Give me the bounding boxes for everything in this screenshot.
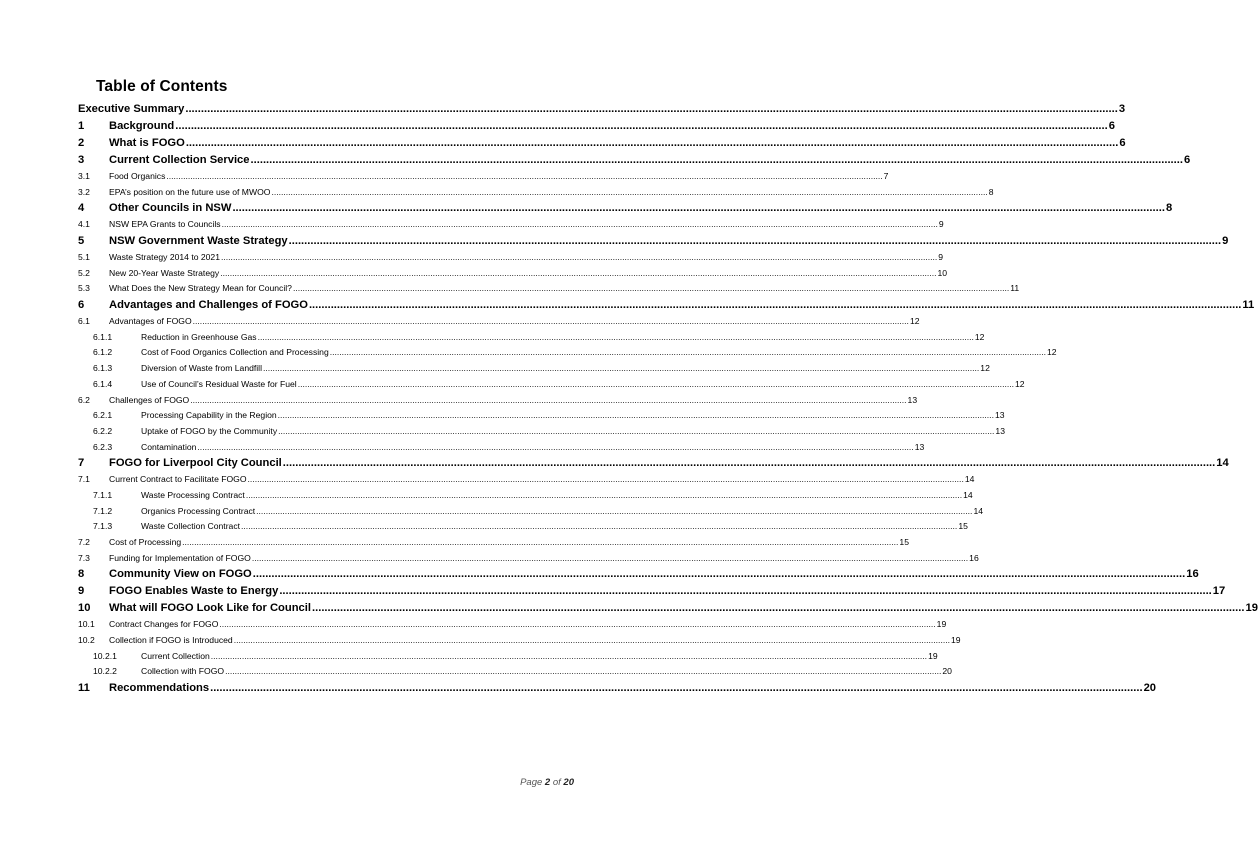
toc-entry-title [78,200,231,217]
toc-entry-title [78,185,270,201]
toc-entry-title [78,393,189,409]
toc-entry-page: 9 [938,219,944,230]
toc-dot-leader: ............................................................................................................................................................................................................................................................................................................ [232,202,1165,215]
toc-entry[interactable] [78,135,1126,152]
toc-entry-text: Contamination [141,441,197,452]
toc-dot-leader: ............................................................................................................................................................................................................................................................................................................ [220,267,937,278]
toc-entry-text: Challenges of FOGO [109,394,190,405]
toc-entry-number: 7.3 [78,552,90,563]
toc-entry-title [93,345,329,361]
toc-entry-page: 16 [969,552,979,563]
toc-entry-title [93,361,262,377]
toc-entry[interactable] [78,633,961,649]
toc-entry-text: Current Contract to Facilitate FOGO [109,474,247,485]
toc-entry-number: 10 [78,602,91,615]
toc-entry-text: NSW Government Waste Strategy [109,235,288,248]
toc-entry-text: Uptake of FOGO by the Community [141,425,278,436]
toc-entry-page: 12 [980,363,990,374]
toc-entry[interactable] [78,200,1173,217]
toc-entry-page: 15 [899,537,909,548]
toc-entry[interactable] [78,455,1229,472]
toc-entry-text: Collection if FOGO is Introduced [109,635,233,646]
toc-entry[interactable] [78,665,952,681]
toc-entry-page: 12 [974,331,985,342]
toc-dot-leader: ............................................................................................................................................................................................................................................................................................................ [288,235,1222,248]
toc-entry[interactable] [78,519,968,535]
toc-entry-page: 13 [914,441,925,452]
toc-entry-title [93,424,277,440]
toc-entry-title [78,314,192,330]
toc-entry-title [93,440,196,456]
toc-entry[interactable] [78,680,1157,697]
toc-entry-number: 7.1.2 [93,505,113,516]
toc-dot-leader: ............................................................................................................................................................................................................................................................................................................ [282,457,1216,470]
toc-entry-title [78,566,252,583]
toc-entry-page: 7 [883,170,889,181]
toc-entry[interactable] [78,408,1005,424]
toc-entry[interactable] [78,185,994,201]
toc-entry-page: 14 [973,505,984,516]
toc-entry-text: Recommendations [109,682,210,695]
toc-entry-text: Waste Collection Contract [141,521,241,532]
toc-entry-title [78,472,247,488]
toc-dot-leader: ............................................................................................................................................................................................................................................................................................................ [271,186,988,197]
toc-entry-page: 12 [1047,347,1057,358]
toc-entry[interactable] [78,314,920,330]
toc-dot-leader: ............................................................................................................................................................................................................................................................................................................ [225,666,942,677]
toc-entry[interactable] [78,617,947,633]
toc-entry-title [78,233,288,250]
toc-entry-text: Diversion of Waste from Landfill [141,363,262,374]
toc-entry-page: 19 [1245,602,1258,615]
toc-entry-text: Advantages and Challenges of FOGO [109,299,308,312]
toc-entry-number: 3.1 [78,170,90,181]
toc-entry-title [93,488,245,504]
toc-entry-title [78,281,292,297]
toc-entry-page: 13 [995,425,1005,436]
footer-total-pages: 20 [563,777,574,788]
toc-dot-leader: ............................................................................................................................................................................................................................................................................................................ [297,378,1015,389]
toc-entry-text: Other Councils in NSW [109,202,232,215]
toc-dot-leader: ............................................................................................................................................................................................................................................................................................................ [166,170,883,181]
toc-entry[interactable] [78,297,1255,314]
toc-dot-leader: ............................................................................................................................................................................................................................................................................................................ [252,568,1186,581]
toc-entry-text: EPA’s position on the future use of MWOO [109,186,271,197]
toc-dot-leader: ............................................................................................................................................................................................................................................................................................................ [175,120,1108,132]
toc-dot-leader: ............................................................................................................................................................................................................................................................................................................ [277,410,994,421]
toc-entry-title [78,169,165,185]
toc-entry-number: 7.2 [78,537,90,548]
toc-entry[interactable] [78,440,925,456]
toc-entry-number: 6 [78,299,85,312]
toc-entry-text: What Does the New Strategy Mean for Council? [109,283,292,294]
toc-entry[interactable] [78,424,1005,440]
toc-entry-title [93,408,277,424]
toc-entry-number: 7.1.3 [93,521,113,532]
toc-entry[interactable] [78,330,985,346]
toc-entry-number: 4.1 [78,219,90,230]
toc-entry-page: 6 [1184,154,1191,166]
toc-entry-number: 11 [78,682,90,695]
toc-entry-number: 10.1 [78,619,95,630]
toc-dot-leader: ............................................................................................................................................................................................................................................................................................................ [185,103,1118,115]
toc-entry-title [78,217,221,233]
toc-entry-page: 13 [994,410,1005,421]
toc-entry-title [93,377,297,393]
toc-entry-text: Organics Processing Contract [141,505,256,516]
toc-entry-number: 9 [78,585,85,598]
toc-entry-page: 10 [937,267,948,278]
page-footer [520,777,574,788]
toc-dot-leader: ............................................................................................................................................................................................................................................................................................................ [312,602,1245,615]
toc-entry[interactable] [78,600,1258,617]
toc-entry-text: Use of Council’s Residual Waste for Fuel [141,378,297,389]
toc-entry-page: 6 [1119,137,1126,149]
toc-entry-title [78,266,219,282]
toc-entry-number: 7 [78,457,85,470]
toc-entry-page: 19 [936,619,947,630]
toc-entry-number: 6.1.4 [93,378,113,389]
toc-dot-leader: ............................................................................................................................................................................................................................................................................................................ [292,283,1010,294]
toc-entry-page: 16 [1186,568,1199,581]
toc-entry-title [78,680,209,697]
toc-entry-number: 5 [78,235,85,248]
toc-dot-leader: ............................................................................................................................................................................................................................................................................................................ [241,521,958,532]
toc-dot-leader: ............................................................................................................................................................................................................................................................................................................ [250,154,1183,166]
toc-entry[interactable] [78,233,1229,250]
toc-entry-page: 3 [1118,103,1126,115]
toc-entry-title [93,664,224,680]
toc-entry[interactable] [78,217,944,233]
toc-entry-number: 6.2.2 [93,425,113,436]
toc-entry-text: What will FOGO Look Like for Council [109,602,311,615]
toc-entry-text: Executive Summary [78,103,185,115]
toc-dot-leader: ............................................................................................................................................................................................................................................................................................................ [256,505,973,516]
toc-dot-leader: ............................................................................................................................................................................................................................................................................................................ [221,252,938,263]
toc-entry-page: 14 [1216,457,1229,470]
toc-entry-page: 12 [1015,378,1025,389]
toc-entry-number: 6.1.1 [93,331,113,342]
toc-entry[interactable] [78,504,984,520]
toc-entry[interactable] [78,377,1025,393]
toc-entry-number: 6.2.1 [93,410,113,421]
toc-entry-text: Current Collection [141,650,210,661]
toc-entry-title [78,152,250,169]
toc-dot-leader: ............................................................................................................................................................................................................................................................................................................ [190,394,907,405]
toc-dot-leader: ............................................................................................................................................................................................................................................................................................................ [308,299,1242,312]
toc-entry-number: 10.2.2 [93,666,117,677]
toc-dot-leader: ............................................................................................................................................................................................................................................................................................................ [221,219,938,230]
toc-dot-leader: ............................................................................................................................................................................................................................................................................................................ [247,474,964,485]
toc-entry-page: 8 [1165,202,1173,215]
footer-current-page: 2 [544,777,551,788]
toc-entry-text: Waste Processing Contract [141,489,245,500]
toc-dot-leader: ............................................................................................................................................................................................................................................................................................................ [257,331,974,342]
toc-entry-page: 19 [951,635,961,646]
toc-entry[interactable] [78,266,948,282]
toc-entry-page: 12 [909,316,920,327]
toc-entry[interactable] [78,346,1057,362]
toc-entry-number: 8 [78,568,85,581]
toc-entry-title [78,551,251,567]
toc-entry[interactable] [78,551,979,567]
toc-entry-title [93,330,257,346]
toc-entry-title [78,633,233,649]
toc-entry-title [93,649,210,665]
toc-dot-leader: ............................................................................................................................................................................................................................................................................................................ [263,363,980,374]
toc-entry-title [78,455,282,472]
toc-entry-text: Processing Capability in the Region [141,410,277,421]
toc-entry-number: 2 [78,137,85,149]
toc-dot-leader: ............................................................................................................................................................................................................................................................................................................ [210,682,1143,695]
toc-entry-title [78,118,174,135]
toc-entry[interactable] [78,535,909,551]
toc-entry[interactable] [78,250,944,266]
toc-entry-title [78,600,311,617]
toc-entry-page: 14 [963,489,973,500]
toc-entry-text: Collection with FOGO [141,666,225,677]
toc-entry-text: Contract Changes for FOGO [109,619,219,630]
table-of-contents [78,101,1258,697]
toc-entry-text: Reduction in Greenhouse Gas [141,331,257,342]
toc-entry-title [78,135,185,152]
toc-entry-page: 20 [942,666,952,677]
toc-entry-title [78,101,184,118]
page-title: Table of Contents [96,78,228,95]
toc-entry-text: FOGO for Liverpool City Council [109,457,282,470]
toc-entry-title [78,250,220,266]
toc-entry-number: 5.3 [78,283,90,294]
toc-entry-page: 9 [938,252,944,263]
footer-of: of [550,777,564,788]
toc-entry-number: 1 [78,120,85,132]
toc-entry-text: Current Collection Service [109,154,250,166]
toc-entry-page: 14 [964,474,975,485]
toc-entry-text: Advantages of FOGO [109,316,192,327]
toc-entry-text: FOGO Enables Waste to Energy [109,585,279,598]
toc-entry-text: Funding for Implementation of FOGO [109,552,251,563]
toc-entry-text: What is FOGO [109,137,185,149]
toc-entry-page: 17 [1212,585,1226,598]
toc-entry-number: 7.1 [78,474,90,485]
toc-dot-leader: ............................................................................................................................................................................................................................................................................................................ [182,537,899,548]
toc-entry-title [78,617,218,633]
toc-entry[interactable] [78,566,1199,583]
toc-entry[interactable] [78,118,1115,135]
toc-dot-leader: ............................................................................................................................................................................................................................................................................................................ [210,650,928,661]
toc-entry-number: 6.2.3 [93,441,113,452]
toc-entry-text: Community View on FOGO [109,568,252,581]
toc-entry-number: 6.1.2 [93,347,113,358]
toc-dot-leader: ............................................................................................................................................................................................................................................................................................................ [245,489,963,500]
toc-entry-title [78,583,278,600]
toc-entry-number: 6.1.3 [93,363,113,374]
toc-entry[interactable] [78,583,1226,600]
toc-entry[interactable] [78,169,889,185]
toc-entry-text: Food Organics [109,170,166,181]
toc-dot-leader: ............................................................................................................................................................................................................................................................................................................ [278,425,995,436]
toc-entry-page: 13 [907,394,918,405]
toc-entry-title [93,519,240,535]
toc-dot-leader: ............................................................................................................................................................................................................................................................................................................ [233,635,950,646]
toc-entry-number: 10.2.1 [93,650,117,661]
toc-entry-number: 4 [78,202,85,215]
toc-entry[interactable] [78,649,938,665]
toc-dot-leader: ............................................................................................................................................................................................................................................................................................................ [219,619,936,630]
toc-entry-page: 19 [928,650,938,661]
toc-entry-text: NSW EPA Grants to Councils [109,219,221,230]
toc-entry-number: 5.1 [78,252,90,263]
toc-entry-text: Cost of Processing [109,537,182,548]
toc-entry-title [78,297,308,314]
toc-dot-leader: ............................................................................................................................................................................................................................................................................................................ [279,585,1212,598]
toc-entry[interactable] [78,393,918,409]
toc-dot-leader: ............................................................................................................................................................................................................................................................................................................ [329,347,1047,358]
toc-entry[interactable] [78,152,1191,169]
toc-entry[interactable] [78,101,1126,118]
toc-entry-page: 11 [1242,299,1255,312]
toc-entry-text: New 20-Year Waste Strategy [109,267,220,278]
toc-entry-page: 6 [1108,120,1115,132]
toc-dot-leader: ............................................................................................................................................................................................................................................................................................................ [251,552,969,563]
toc-entry-number: 5.2 [78,267,90,278]
toc-entry-title [78,535,181,551]
toc-entry[interactable] [78,281,1020,297]
toc-entry[interactable] [78,361,990,377]
toc-entry-page: 15 [958,521,968,532]
toc-entry-text: Background [109,120,175,132]
toc-entry-number: 10.2 [78,635,95,646]
toc-entry-page: 9 [1222,235,1229,248]
toc-dot-leader: ............................................................................................................................................................................................................................................................................................................ [192,316,909,327]
footer-prefix: Page [520,777,545,788]
toc-entry-text: Waste Strategy 2014 to 2021 [109,252,220,263]
toc-entry-number: 7.1.1 [93,489,113,500]
toc-entry-page: 8 [988,186,994,197]
toc-entry-title [93,504,255,520]
toc-entry[interactable] [78,472,975,488]
toc-entry-number: 3 [78,154,85,166]
toc-entry[interactable] [78,488,973,504]
toc-entry-number: 3.2 [78,186,90,197]
toc-entry-page: 20 [1143,682,1157,695]
toc-entry-text: Cost of Food Organics Collection and Processing [141,347,329,358]
toc-entry-page: 11 [1010,283,1020,294]
toc-entry-number: 6.2 [78,394,90,405]
toc-dot-leader: ............................................................................................................................................................................................................................................................................................................ [185,137,1119,149]
toc-entry-number: 6.1 [78,316,90,327]
toc-dot-leader: ............................................................................................................................................................................................................................................................................................................ [197,441,914,452]
